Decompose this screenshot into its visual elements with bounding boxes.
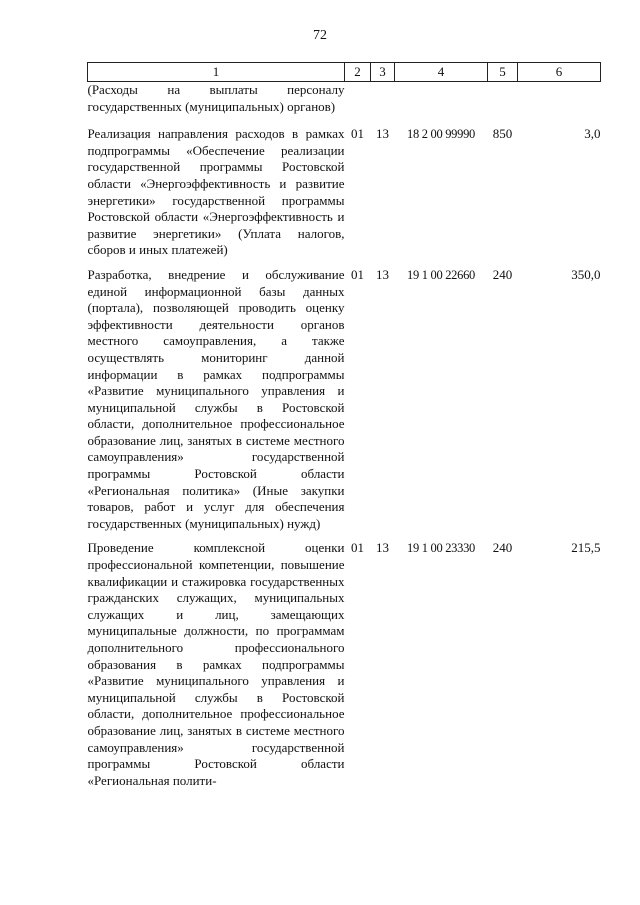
row-section bbox=[345, 82, 371, 127]
header-col-3: 3 bbox=[371, 63, 395, 82]
header-col-5: 5 bbox=[488, 63, 518, 82]
header-col-2: 2 bbox=[345, 63, 371, 82]
row-section: 01 bbox=[351, 540, 364, 556]
row-expense-type: 850 bbox=[492, 126, 513, 142]
row-name: Реализация направления расходов в рамках подпрограммы «Обеспечение реализации государственной программы Ростовской области «Энергоэффективность и развитие энергетики» государственной программы Ростовской области «Энергоэффективность и развитие энергетики» (Уплата налогов, сборов и иных платежей) bbox=[87, 126, 345, 258]
row-target-code: 19 1 00 23330 bbox=[407, 541, 475, 556]
row-amount: 215,5 bbox=[571, 540, 601, 556]
row-section: 01 bbox=[351, 266, 364, 282]
row-amount bbox=[518, 82, 601, 127]
header-col-1: 1 bbox=[88, 63, 345, 82]
row-expense-type: 240 bbox=[492, 266, 513, 282]
row-name: Разработка, внедрение и обслуживание единой информационной базы данных (портала), позволяющей проводить оценку эффективности деятельности органов местного самоуправления, а также осуществлять мониторинг данной информации в рамках подпрограммы «Развитие муниципального управления и муниципальной службы в Ростовской области, дополнительное профессиональное образование лиц, занятых в системе местного самоуправления» государственной программы Ростовской области «Региональная политика» (Иные закупки товаров, работ и услуг для обеспечения государственных (муниципальных) нужд) bbox=[87, 266, 345, 531]
header-col-4: 4 bbox=[395, 63, 488, 82]
row-amount: 3,0 bbox=[584, 126, 601, 142]
table-row bbox=[88, 267, 601, 541]
row-amount: 350,0 bbox=[571, 266, 601, 282]
row-target-code: 18 2 00 99990 bbox=[407, 127, 475, 142]
row-expense-type: 240 bbox=[492, 540, 513, 556]
row-section: 01 bbox=[351, 126, 364, 142]
page-number: 72 bbox=[313, 28, 327, 43]
row-target-code bbox=[395, 82, 488, 127]
row-subsection: 13 bbox=[376, 266, 389, 282]
row-name: Проведение комплексной оценки профессиональной компетенции, повышение квалификации и стажировка государственных гражданских служащих, муниципальных служащих и лиц, замещающих муниципальные должности, по программам дополнительного профессионального образования в рамках подпрограммы «Развитие муниципального управления и муниципальной службы в Ростовской области, дополнительное профессиональное образование лиц, занятых в системе местного самоуправления» государственной программы Ростовской области «Региональная полити- bbox=[87, 540, 345, 788]
row-name: (Расходы на выплаты персоналу государственных (муниципальных) органов) bbox=[87, 82, 345, 114]
table-row bbox=[88, 540, 601, 797]
row-target-code: 19 1 00 22660 bbox=[407, 267, 475, 282]
table-row bbox=[88, 82, 601, 127]
row-subsection bbox=[371, 82, 395, 127]
budget-table bbox=[87, 62, 601, 797]
row-subsection: 13 bbox=[376, 126, 389, 142]
table-header-row bbox=[88, 63, 601, 82]
row-subsection: 13 bbox=[376, 540, 389, 556]
header-col-6: 6 bbox=[518, 63, 601, 82]
row-expense-type bbox=[488, 82, 518, 127]
table-row bbox=[88, 126, 601, 267]
